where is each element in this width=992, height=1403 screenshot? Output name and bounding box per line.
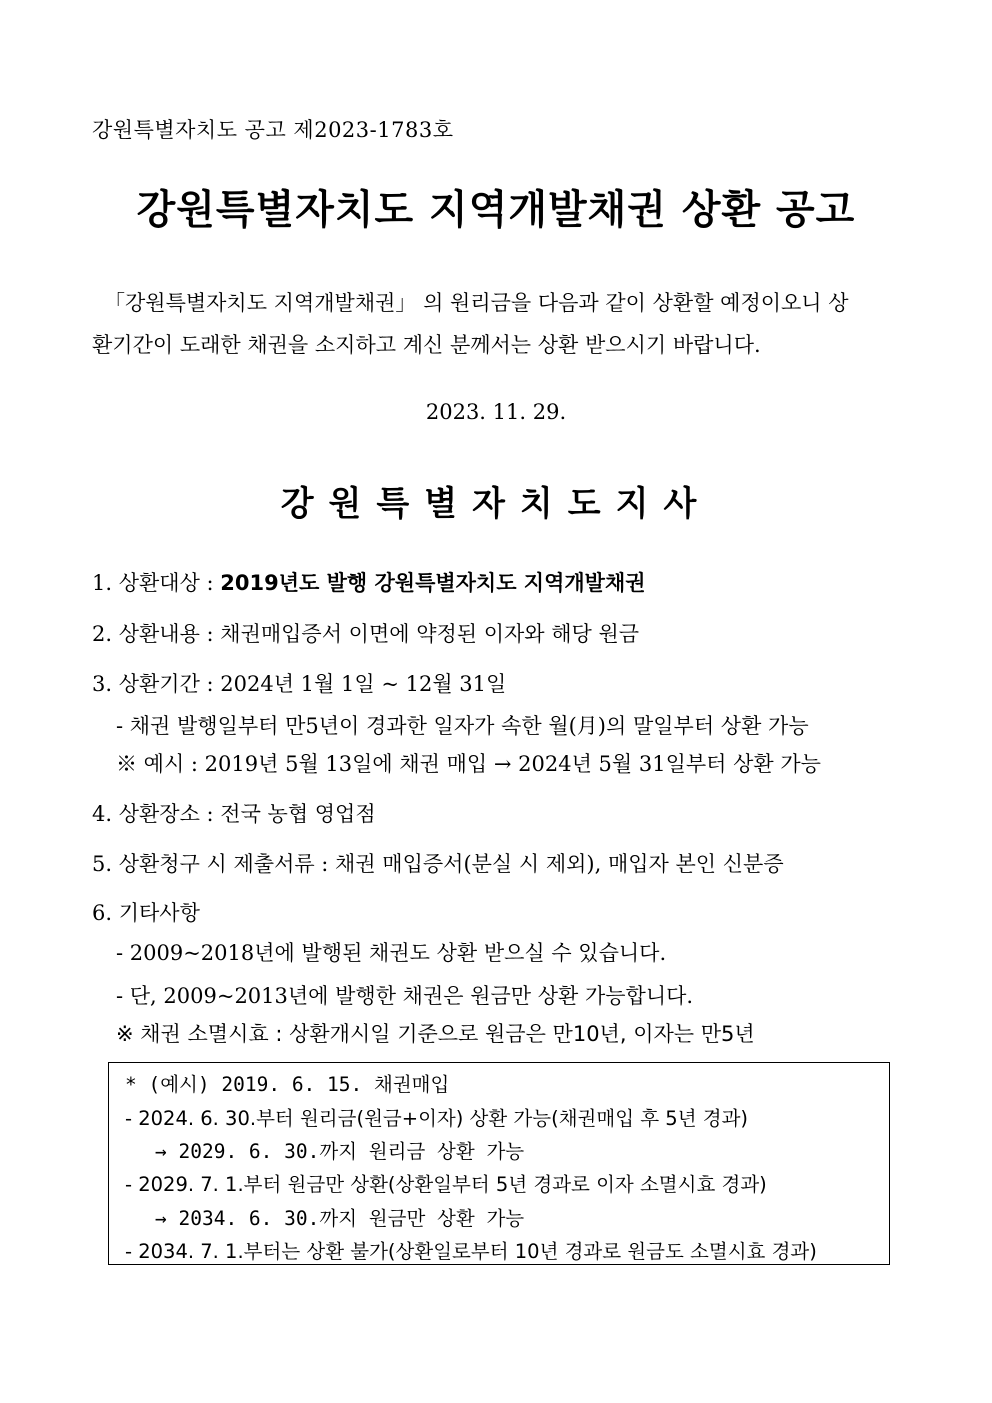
example-line-1: * (예시) 2019. 6. 15. 채권매입 bbox=[125, 1073, 450, 1096]
issuer-signature: 강원특별자치도지사 bbox=[280, 484, 712, 524]
notice-number: 강원특별자치도 공고 제2023-1783호 bbox=[92, 118, 454, 142]
item-6-note-1: - 2009~2018년에 발행된 채권도 상환 받으실 수 있습니다. bbox=[116, 941, 667, 965]
item-3-note: - 채권 발행일부터 만5년이 경과한 일자가 속한 월(月)의 말일부터 상환 가능 bbox=[116, 714, 809, 738]
item-6-note-2: - 단, 2009~2013년에 발행한 채권은 원금만 상환 가능합니다. bbox=[116, 984, 694, 1008]
example-line-6: - 2034. 7. 1.부터는 상환 불가(상환일로부터 10년 경과로 원금도 소멸시효 경과) bbox=[125, 1240, 817, 1263]
item-6-other-matters: 6. 기타사항 bbox=[92, 901, 200, 925]
item-3-example: ※ 예시 : 2019년 5월 13일에 채권 매입 → 2024년 5월 31일부터 상환 가능 bbox=[116, 752, 821, 776]
item-2-repayment-content: 2. 상환내용 : 채권매입증서 이면에 약정된 이자와 해당 원금 bbox=[92, 622, 640, 646]
intro-line-2: 환기간이 도래한 채권을 소지하고 계신 분께서는 상환 받으시기 바랍니다. bbox=[92, 333, 761, 357]
example-line-2: - 2024. 6. 30.부터 원리금(원금+이자) 상환 가능(채권매입 후 5년 경과) bbox=[125, 1107, 749, 1130]
example-line-3: → 2029. 6. 30.까지 원리금 상환 가능 bbox=[155, 1140, 525, 1163]
item-6-prescription-note: ※ 채권 소멸시효 : 상환개시일 기준으로 원금은 만10년, 이자는 만5년 bbox=[116, 1022, 755, 1046]
intro-paragraph bbox=[92, 282, 900, 366]
example-line-5: → 2034. 6. 30.까지 원금만 상환 가능 bbox=[155, 1207, 525, 1230]
item-3-repayment-period: 3. 상환기간 : 2024년 1월 1일 ~ 12월 31일 bbox=[92, 672, 507, 696]
item-1-label: 1. 상환대상 : bbox=[92, 571, 221, 595]
example-line-4: - 2029. 7. 1.부터 원금만 상환(상환일부터 5년 경과로 이자 소멸시효 경과) bbox=[125, 1173, 767, 1196]
notice-date: 2023. 11. 29. bbox=[425, 400, 567, 424]
example-box bbox=[108, 1062, 890, 1265]
item-1-repayment-target bbox=[92, 567, 646, 597]
item-4-repayment-place: 4. 상환장소 : 전국 농협 영업점 bbox=[92, 802, 376, 826]
intro-line-1: 「강원특별자치도 지역개발채권」 의 원리금을 다음과 같이 상환할 예정이오니 상 bbox=[104, 291, 849, 315]
item-1-value: 2019년도 발행 강원특별자치도 지역개발채권 bbox=[220, 571, 646, 595]
page-title: 강원특별자치도 지역개발채권 상환 공고 bbox=[136, 187, 856, 233]
item-5-required-documents: 5. 상환청구 시 제출서류 : 채권 매입증서(분실 시 제외), 매입자 본인 신분증 bbox=[92, 852, 784, 876]
